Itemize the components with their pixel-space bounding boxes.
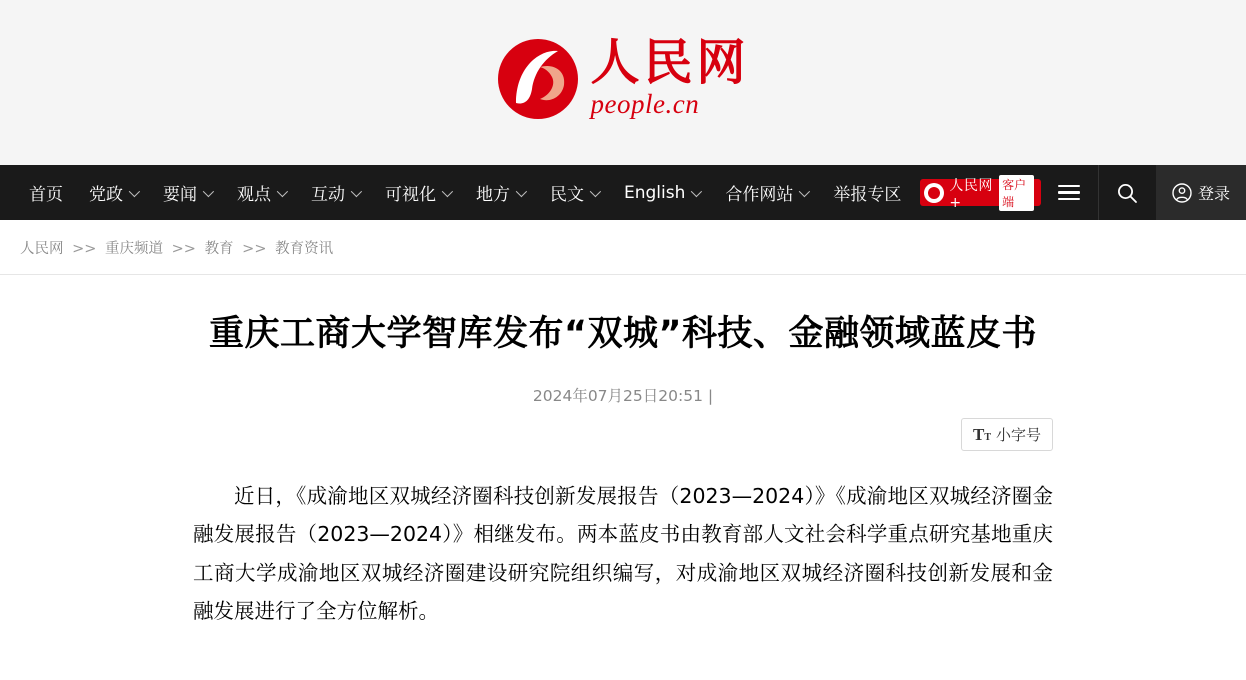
people-logo-icon [496, 37, 580, 121]
app-logo-icon [924, 183, 944, 203]
breadcrumb-separator: >> [242, 240, 267, 257]
chevron-down-icon [203, 185, 214, 196]
breadcrumb-item-education[interactable]: 教育 [204, 240, 234, 257]
breadcrumb-item-education-news[interactable]: 教育资讯 [275, 240, 334, 257]
logo-chinese-text: 人民网 [590, 33, 750, 91]
nav-item-label: 互动 [311, 185, 345, 205]
login-button[interactable] [1156, 165, 1246, 220]
article-meta-separator: | [707, 386, 714, 405]
chevron-down-icon [691, 185, 702, 196]
menu-button[interactable] [1041, 165, 1098, 220]
hamburger-icon [1058, 185, 1080, 201]
fontsize-small-button[interactable] [961, 418, 1053, 451]
app-button-label: 人民网+ [949, 177, 993, 211]
nav-item-visualization[interactable] [372, 165, 463, 220]
nav-item-label: 地方 [476, 185, 510, 205]
logo-english-text: people.cn [590, 89, 700, 120]
nav-item-local[interactable] [463, 165, 537, 220]
nav-item-label: 观点 [237, 185, 271, 205]
search-button[interactable] [1098, 165, 1156, 220]
page-title: 重庆工商大学智库发布“双城”科技、金融领域蓝皮书 [208, 314, 1037, 354]
breadcrumb-item-chongqing[interactable]: 重庆频道 [105, 240, 164, 257]
chevron-down-icon [799, 185, 810, 196]
nav-actions [1041, 165, 1246, 220]
breadcrumb [20, 237, 333, 258]
nav-item-home[interactable] [16, 165, 76, 220]
fontsize-icon-sub: T [984, 431, 991, 443]
chevron-down-icon [129, 185, 140, 196]
chevron-down-icon [516, 185, 527, 196]
nav-item-label: 首页 [29, 185, 63, 205]
nav-item-label: 民文 [550, 185, 584, 205]
article-meta [193, 384, 1053, 406]
nav-item-label: 合作网站 [725, 185, 794, 205]
nav-item-interaction[interactable] [298, 165, 372, 220]
chevron-down-icon [590, 185, 601, 196]
site-header [0, 0, 1246, 165]
fontsize-toolbar [193, 418, 1053, 451]
article-paragraph: 近日，《成渝地区双城经济圈科技创新发展报告（2023—2024）》《成渝地区双城经济圈金融发展报告（2023—2024）》相继发布。两本蓝皮书由教育部人文社会科学重点研究基地重庆工商大学成渝地区双城经济圈建设研究院组织编写，对成渝地区双城经济圈科技创新发展和金融发展进行了全方位解析。 [193, 483, 1053, 624]
chevron-down-icon [351, 185, 362, 196]
login-button-label: 登录 [1197, 184, 1230, 203]
nav-item-list [0, 165, 1041, 220]
fontsize-icon: TT [972, 424, 991, 444]
chevron-down-icon [277, 185, 288, 196]
app-download-button[interactable] [920, 177, 1041, 211]
search-icon [1116, 182, 1138, 204]
nav-item-party-government[interactable] [76, 165, 150, 220]
nav-item-label: English [624, 182, 686, 203]
user-account-icon [1172, 183, 1192, 203]
nav-item-label: 要闻 [163, 185, 197, 205]
chevron-down-icon [442, 185, 453, 196]
breadcrumb-bar [0, 220, 1246, 275]
nav-item-opinion[interactable] [224, 165, 298, 220]
article-container [193, 275, 1053, 631]
article-datetime: 2024年07月25日20:51 [532, 386, 703, 405]
nav-item-top-news[interactable] [150, 165, 224, 220]
fontsize-button-label: 小字号 [995, 425, 1041, 444]
nav-item-partner-sites[interactable] [712, 165, 820, 220]
nav-item-english[interactable] [611, 165, 712, 220]
breadcrumb-item-people[interactable]: 人民网 [20, 240, 64, 257]
nav-item-ethnic-languages[interactable] [537, 165, 611, 220]
breadcrumb-separator: >> [171, 240, 196, 257]
nav-item-label: 可视化 [385, 185, 436, 205]
breadcrumb-separator: >> [72, 240, 97, 257]
article-body [193, 477, 1053, 631]
app-button-tag: 客户端 [999, 175, 1034, 211]
main-navigation [0, 165, 1246, 220]
site-logo[interactable] [496, 33, 750, 121]
nav-item-label: 举报专区 [833, 185, 902, 205]
nav-item-report-zone[interactable] [820, 165, 914, 220]
nav-item-label: 党政 [89, 185, 123, 205]
